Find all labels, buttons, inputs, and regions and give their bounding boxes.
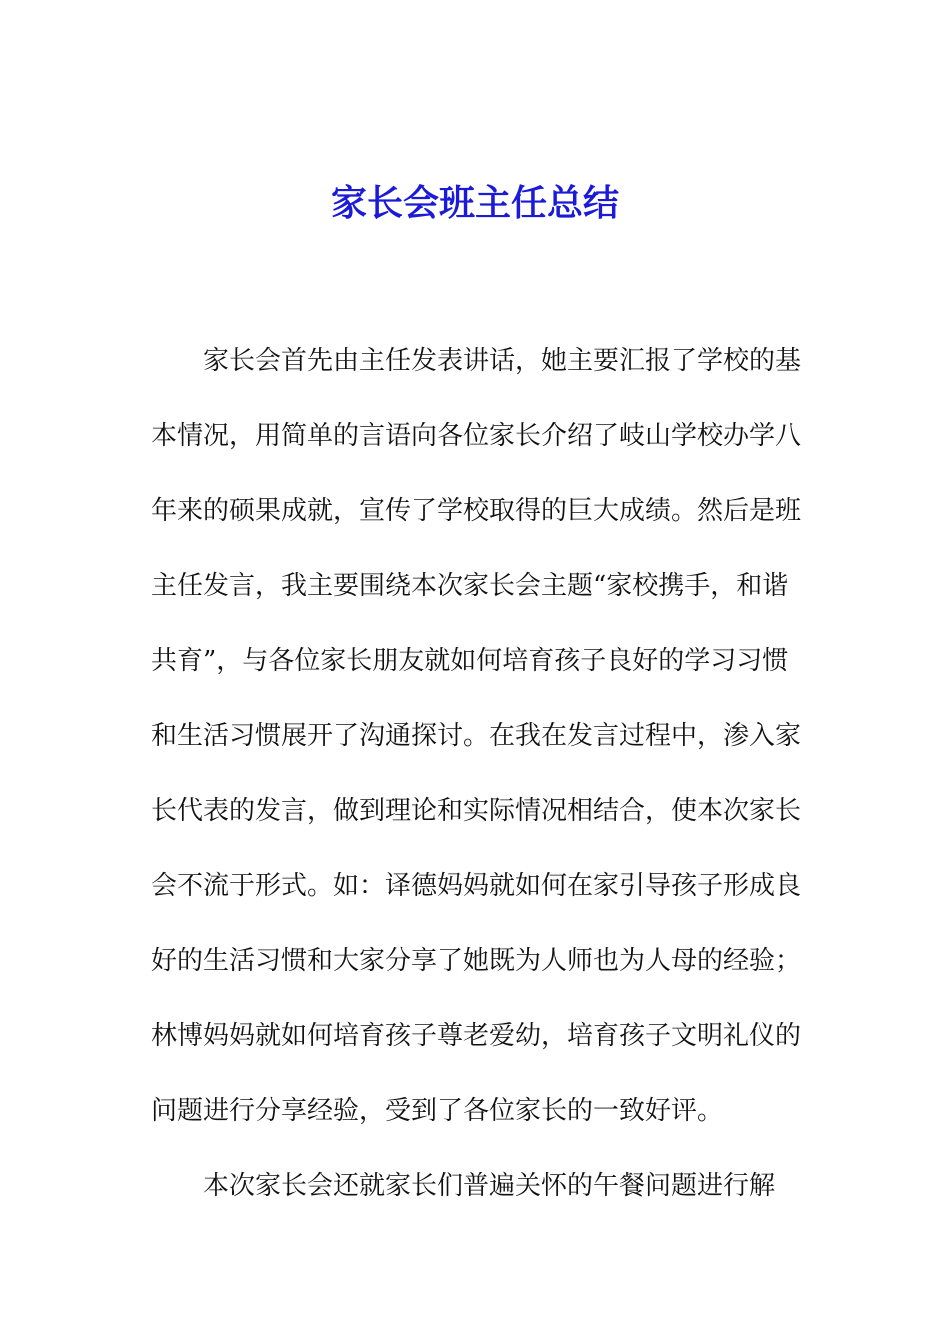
paragraph-line: 年来的硕果成就，宣传了学校取得的巨大成绩。然后是班: [151, 496, 802, 526]
paragraph-line: 本次家长会还就家长们普遍关怀的午餐问题进行解: [203, 1171, 776, 1201]
paragraph-line: 好的生活习惯和大家分享了她既为人师也为人母的经验；: [151, 946, 802, 976]
paragraph-line: 主任发言，我主要围绕本次家长会主题“家校携手，和谐: [151, 571, 789, 601]
document-body: [151, 324, 802, 1224]
paragraph-line: 问题进行分享经验，受到了各位家长的一致好评。: [151, 1096, 724, 1126]
paragraph-line: 家长会首先由主任发表讲话，她主要汇报了学校的基: [203, 346, 802, 376]
paragraph-line: 会不流于形式。如：译德妈妈就如何在家引导孩子形成良: [151, 871, 802, 901]
paragraph-line: 本情况，用简单的言语向各位家长介绍了岐山学校办学八: [151, 421, 802, 451]
paragraph-line: 林博妈妈就如何培育孩子尊老爱幼，培育孩子文明礼仪的: [151, 1021, 802, 1051]
paragraph-line: 长代表的发言，做到理论和实际情况相结合，使本次家长: [151, 796, 802, 826]
paragraph-line: 和生活习惯展开了沟通探讨。在我在发言过程中，渗入家: [151, 721, 802, 751]
paragraph-line: 共育”，与各位家长朋友就如何培育孩子良好的学习习惯: [151, 646, 789, 676]
document-title: 家长会班主任总结: [330, 182, 619, 224]
